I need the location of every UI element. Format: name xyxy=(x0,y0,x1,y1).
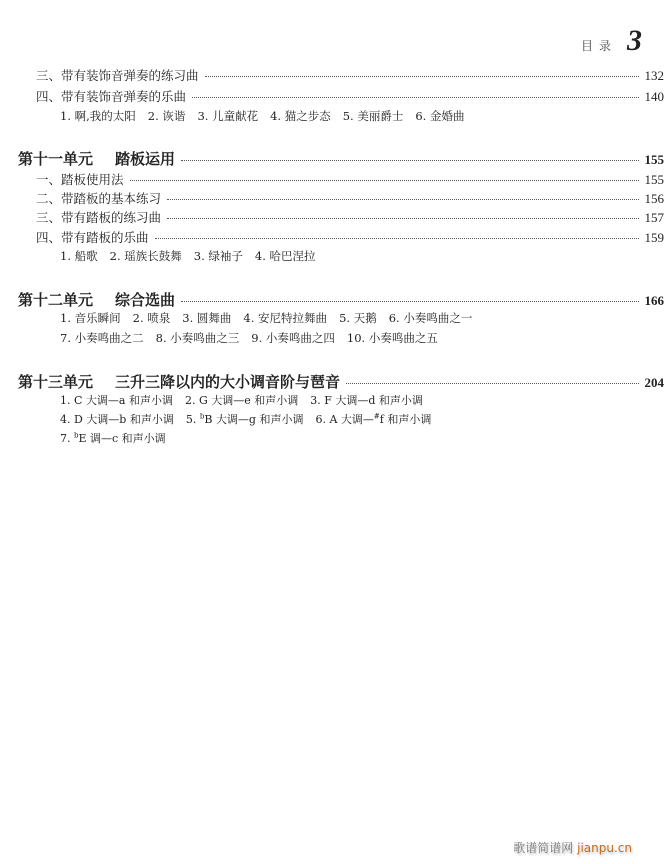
leader-dots xyxy=(181,160,638,161)
piece-list xyxy=(60,330,450,346)
leader-dots xyxy=(130,180,639,181)
piece: 8. 小奏鸣曲之三 xyxy=(155,331,240,345)
entry-page: 157 xyxy=(644,210,664,225)
piece: 1. 音乐瞬间 xyxy=(60,311,121,325)
unit-title: 综合选曲 xyxy=(115,291,176,309)
header-title: 目录 xyxy=(580,39,617,53)
entry-label: 四、带有踏板的乐曲 xyxy=(36,230,149,245)
entry-page: 132 xyxy=(644,68,664,83)
leader-dots xyxy=(346,383,638,384)
watermark-en: jianpu.cn xyxy=(577,841,632,855)
piece: 4. 安尼特拉舞曲 xyxy=(243,311,328,325)
unit-title: 踏板运用 xyxy=(115,150,176,168)
piece: 5. 天鹅 xyxy=(339,311,377,325)
piece-list xyxy=(60,108,477,124)
piece: 6. 小奏鸣曲之一 xyxy=(388,311,473,325)
toc-entry[interactable] xyxy=(0,189,664,207)
unit-heading[interactable] xyxy=(0,289,664,310)
piece-prefix: 7. xyxy=(60,432,74,445)
entry-page: 140 xyxy=(644,89,664,104)
piece: 4. 哈巴涅拉 xyxy=(254,249,316,263)
entry-label: 四、带有装饰音弹奏的乐曲 xyxy=(36,89,187,104)
watermark-cn: 歌谱简谱网 xyxy=(513,841,574,855)
sharp-sign: # xyxy=(373,412,380,421)
leader-dots xyxy=(167,218,638,219)
leader-dots xyxy=(192,97,638,98)
unit-title: 三升三降以内的大小调音阶与琶音 xyxy=(115,373,341,391)
piece: 2. 瑶族长鼓舞 xyxy=(109,249,182,263)
entry-label: 三、带有装饰音弹奏的练习曲 xyxy=(36,68,199,83)
piece: 4. D 大调—b 和声小调 xyxy=(60,413,174,426)
toc-entry[interactable] xyxy=(0,66,664,84)
leader-dots xyxy=(155,238,639,239)
piece: 2. G 大调—e 和声小调 xyxy=(184,394,299,407)
piece: 9. 小奏鸣曲之四 xyxy=(251,331,335,345)
toc-entry[interactable] xyxy=(0,87,664,105)
entry-page: 166 xyxy=(644,293,664,308)
entry-page: 155 xyxy=(644,152,664,167)
entry-label: 三、带有踏板的练习曲 xyxy=(36,210,162,225)
toc-entry[interactable] xyxy=(0,228,664,246)
piece: 7. 小奏鸣曲之二 xyxy=(60,331,144,345)
toc-entry[interactable] xyxy=(0,170,664,188)
piece: 3. 儿童献花 xyxy=(197,109,259,123)
leader-dots xyxy=(205,76,639,77)
entry-page: 156 xyxy=(644,191,664,206)
toc-entry[interactable] xyxy=(0,208,664,226)
piece: 2. 诙谐 xyxy=(147,109,186,123)
piece: B 大调—g 和声小调 xyxy=(204,413,304,426)
page-number: 3 xyxy=(627,24,642,57)
piece: 4. 猫之步态 xyxy=(270,109,331,123)
entry-label: 一、踏板使用法 xyxy=(36,172,124,187)
piece-list xyxy=(60,392,435,408)
unit-number: 第十二单元 xyxy=(18,291,94,309)
piece-prefix: 5. xyxy=(185,413,200,426)
entry-label: 二、带踏板的基本练习 xyxy=(36,191,162,206)
piece: 10. 小奏鸣曲之五 xyxy=(346,331,438,345)
entry-page: 204 xyxy=(644,375,664,390)
piece-prefix: 6. A 大调— xyxy=(315,413,374,426)
unit-heading[interactable] xyxy=(0,148,664,169)
unit-number: 第十三单元 xyxy=(18,373,94,391)
flat-sign: b xyxy=(199,412,205,421)
piece: 1. 船歌 xyxy=(60,249,98,263)
piece-list xyxy=(60,411,443,427)
leader-dots xyxy=(181,301,638,302)
piece-list xyxy=(60,310,484,326)
piece: 2. 喷泉 xyxy=(132,311,171,325)
piece: 3. 绿袖子 xyxy=(193,249,243,263)
piece: 1. 啊,我的太阳 xyxy=(60,109,136,123)
piece: f 和声小调 xyxy=(379,413,432,426)
piece: 1. C 大调—a 和声小调 xyxy=(60,394,173,407)
piece-list xyxy=(60,248,328,264)
entry-page: 155 xyxy=(644,172,664,187)
piece: 3. 圆舞曲 xyxy=(182,311,232,325)
piece: 5. 美丽爵士 xyxy=(342,109,404,123)
piece-list xyxy=(60,430,178,446)
flat-sign: b xyxy=(74,431,79,440)
unit-number: 第十一单元 xyxy=(18,150,94,168)
piece: E 调—c 和声小调 xyxy=(78,432,166,445)
piece: 6. 金婚曲 xyxy=(415,109,465,123)
entry-page: 159 xyxy=(644,230,664,245)
unit-heading[interactable] xyxy=(0,371,664,392)
leader-dots xyxy=(167,199,638,200)
piece: 3. F 大调—d 和声小调 xyxy=(310,394,423,407)
watermark xyxy=(513,839,632,856)
page-header xyxy=(581,24,642,58)
